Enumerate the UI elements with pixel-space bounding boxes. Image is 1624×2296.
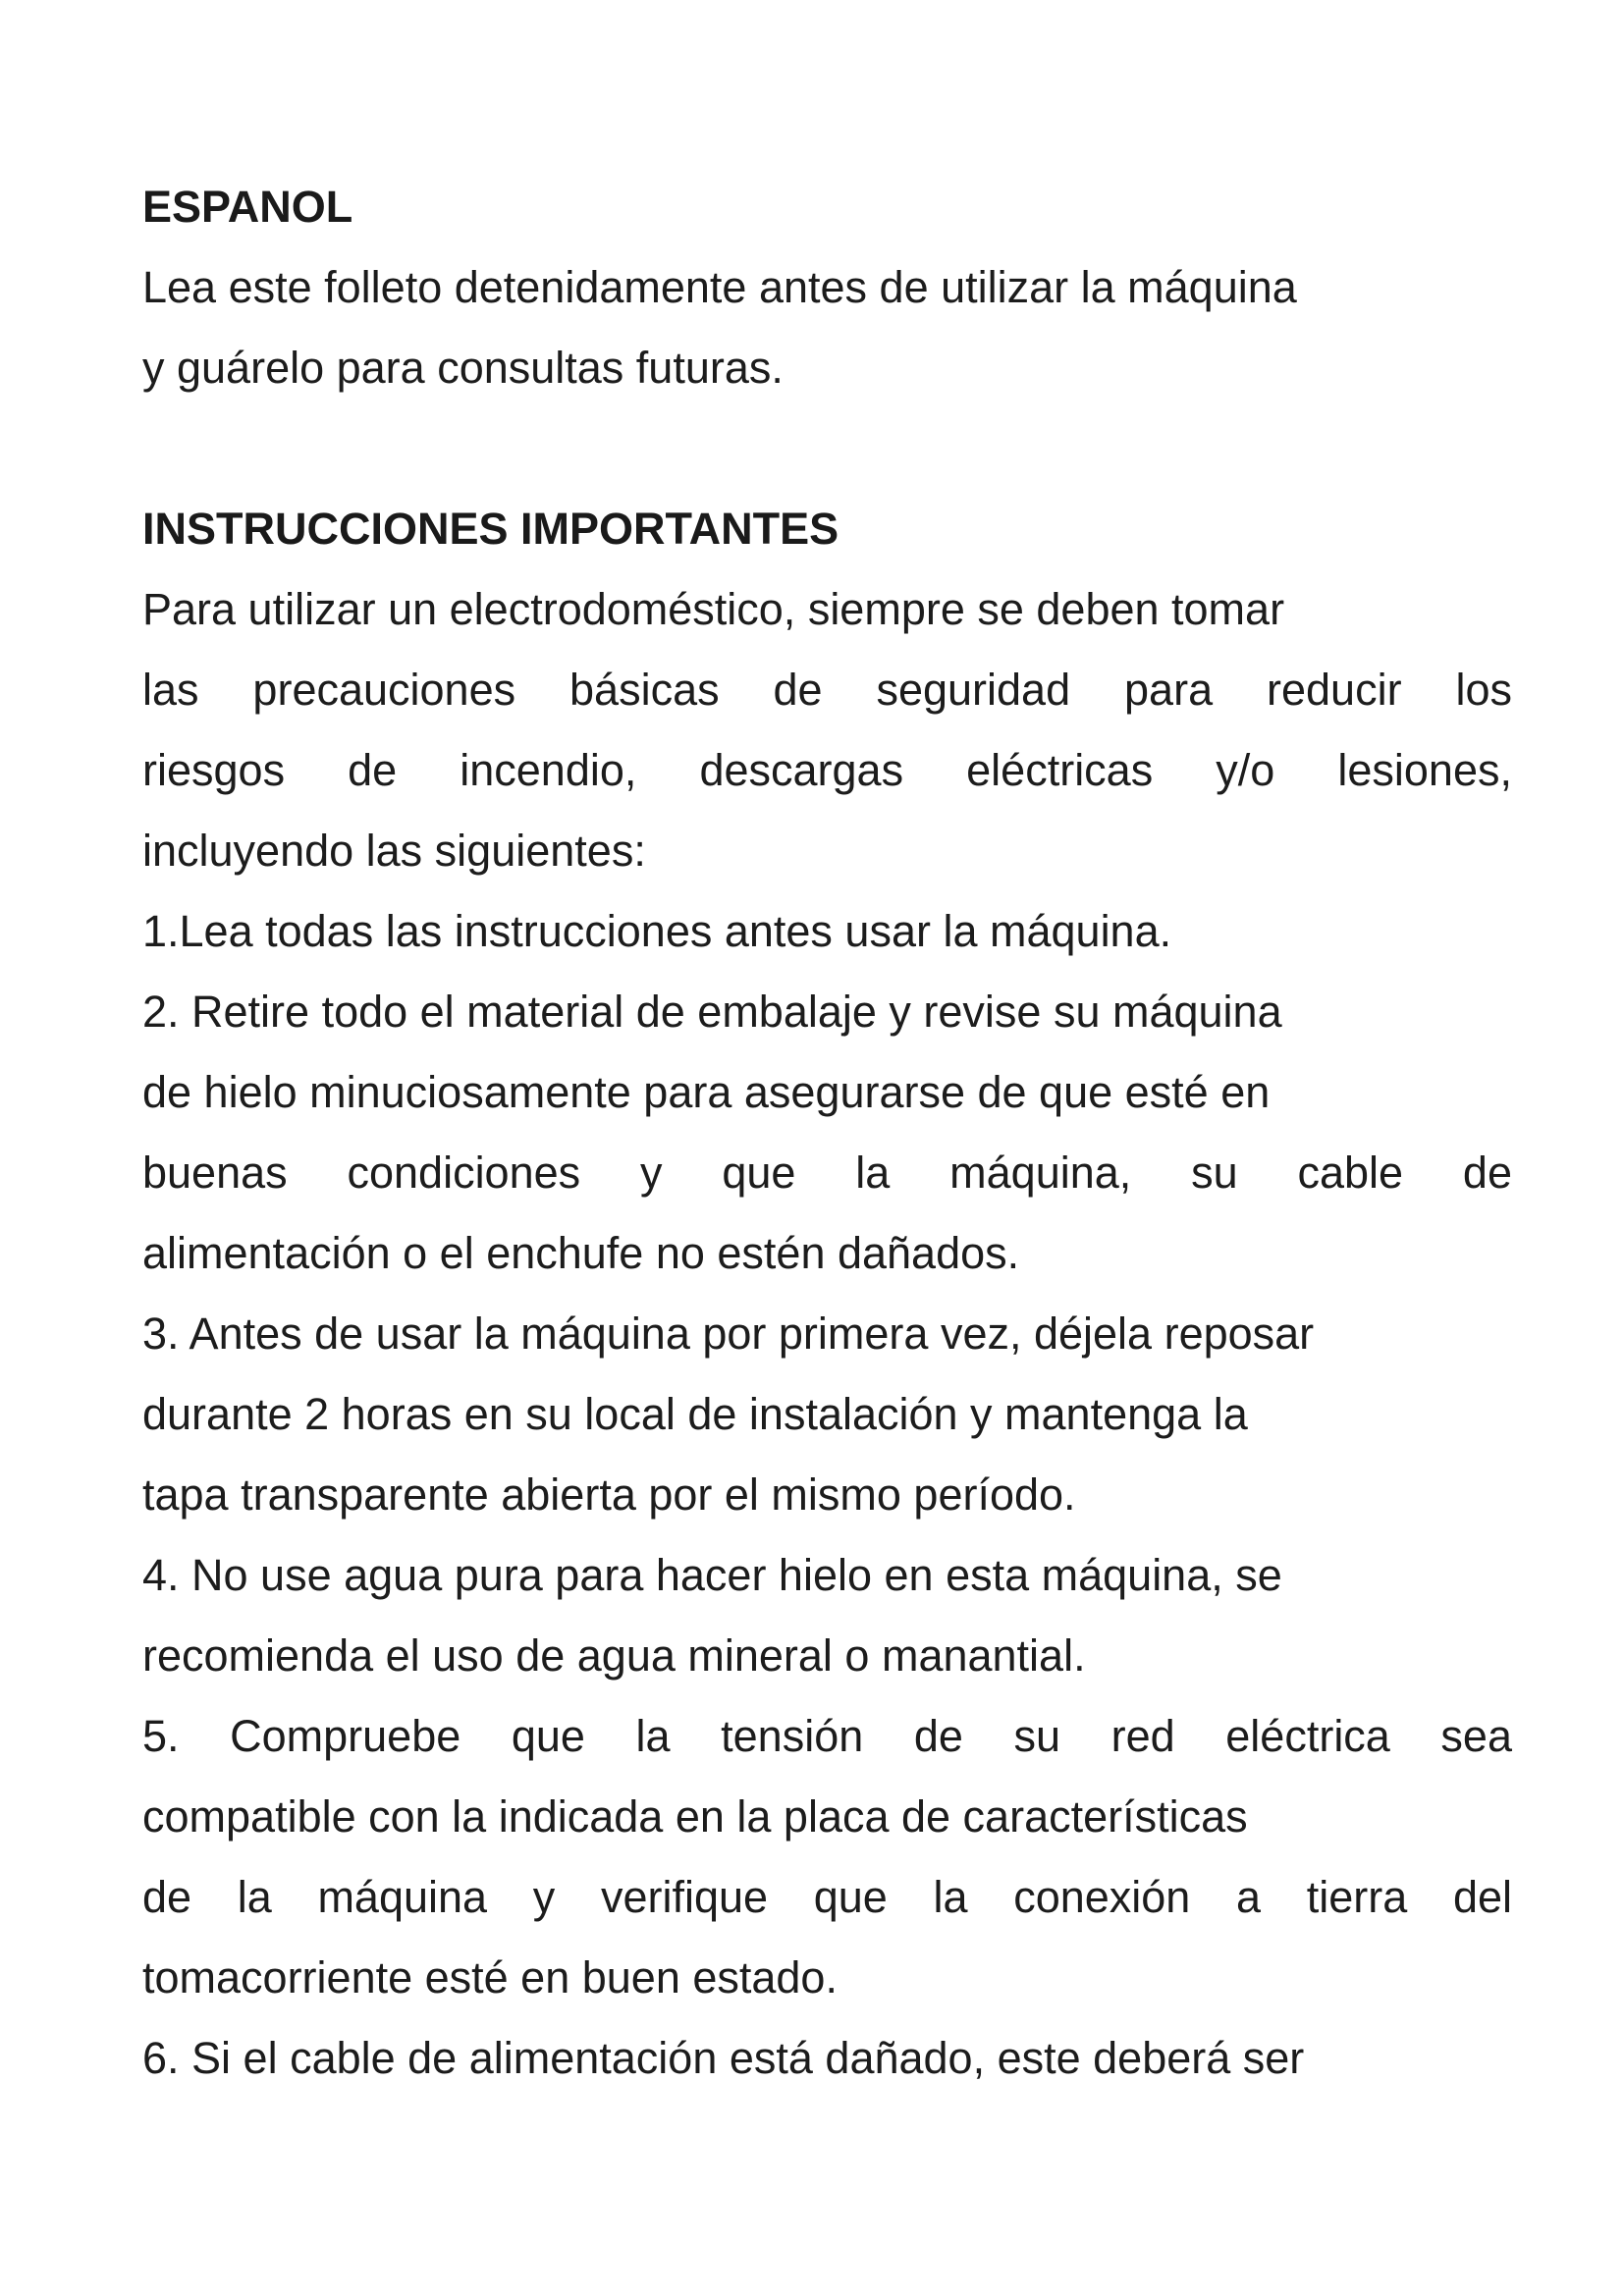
language-heading: ESPANOL bbox=[142, 182, 353, 232]
text-line: durante 2 horas en su local de instalación y mantenga la bbox=[142, 1389, 1248, 1439]
instruction-item-4: 4. No use agua pura para hacer hielo en esta máquina, se bbox=[142, 1550, 1282, 1600]
text-line: de hielo minuciosamente para asegurarse de que esté en bbox=[142, 1067, 1271, 1117]
instruction-item-3: 3. Antes de usar la máquina por primera vez, déjela reposar bbox=[142, 1308, 1315, 1359]
text-line: tomacorriente esté en buen estado. bbox=[142, 1952, 838, 2002]
page-content bbox=[142, 167, 1512, 2099]
text-line: buenas condiciones y que la máquina, su cable de bbox=[142, 1148, 1512, 1198]
text-line: riesgos de incendio, descargas eléctricas y/o lesiones, bbox=[142, 745, 1512, 795]
intro-paragraph bbox=[142, 247, 1512, 408]
text-line: compatible con la indicada en la placa de características bbox=[142, 1791, 1248, 1842]
instructions-body bbox=[142, 569, 1512, 2099]
text-line: incluyendo las siguientes: bbox=[142, 826, 646, 876]
text-line: Para utilizar un electrodoméstico, siempre se deben tomar bbox=[142, 584, 1285, 634]
text-line: alimentación o el enchufe no estén dañados. bbox=[142, 1228, 1020, 1278]
text-line: las precauciones básicas de seguridad para reducir los bbox=[142, 665, 1512, 715]
text-line: Lea este folleto detenidamente antes de utilizar la máquina bbox=[142, 262, 1297, 312]
instruction-item-1: 1.Lea todas las instrucciones antes usar la máquina. bbox=[142, 906, 1172, 956]
paragraph-gap bbox=[142, 408, 1512, 489]
text-line: y guárelo para consultas futuras. bbox=[142, 343, 784, 393]
text-line: de la máquina y verifique que la conexión a tierra del bbox=[142, 1872, 1512, 1922]
instruction-item-6: 6. Si el cable de alimentación está dañado, este deberá ser bbox=[142, 2033, 1305, 2083]
instruction-item-5: 5. Compruebe que la tensión de su red eléctrica sea bbox=[142, 1711, 1512, 1761]
text-line: tapa transparente abierta por el mismo período. bbox=[142, 1469, 1076, 1520]
section-heading: INSTRUCCIONES IMPORTANTES bbox=[142, 504, 839, 554]
instruction-item-2: 2. Retire todo el material de embalaje y revise su máquina bbox=[142, 987, 1282, 1037]
text-line: recomienda el uso de agua mineral o manantial. bbox=[142, 1630, 1086, 1681]
